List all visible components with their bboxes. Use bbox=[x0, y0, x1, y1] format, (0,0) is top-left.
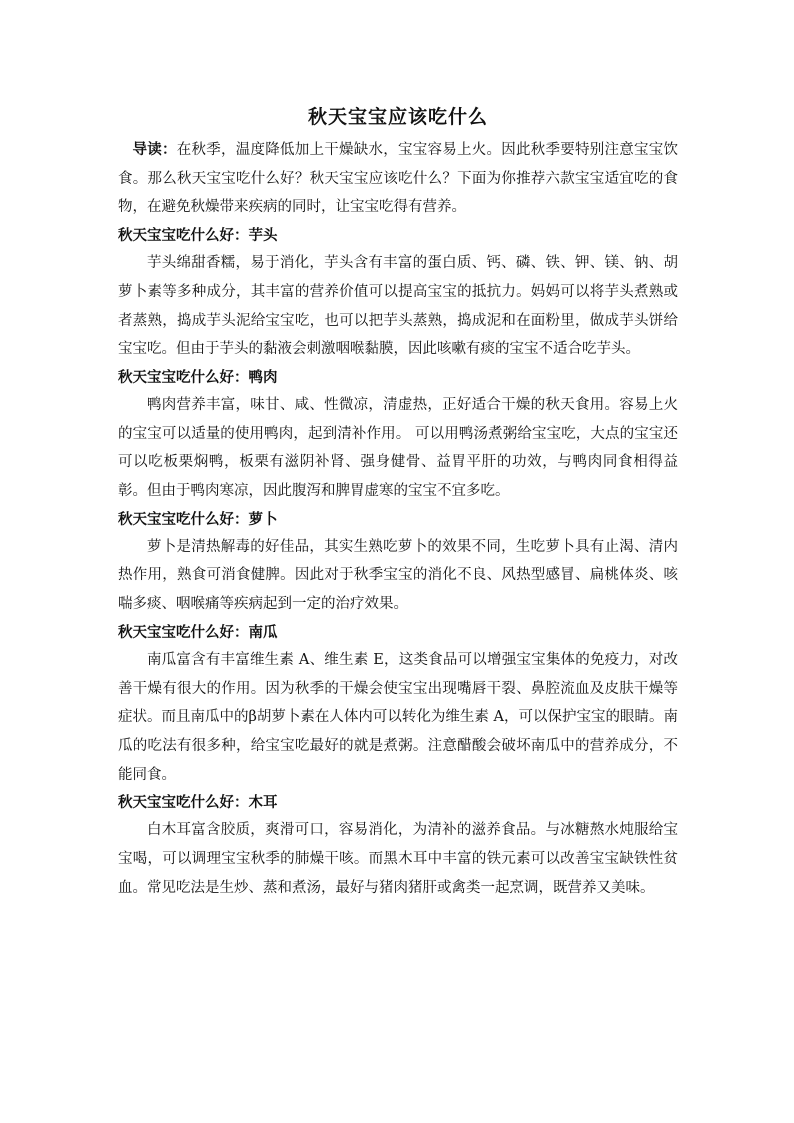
section-duck bbox=[118, 364, 678, 506]
section-body: 白木耳富含胶质，爽滑可口，容易消化，为清补的滋养食品。与冰糖熬水炖服给宝宝喝，可以调理宝宝秋季的肺燥干咳。而黑木耳中丰富的铁元素可以改善宝宝缺铁性贫血。常见吃法是生炒、蒸和煮汤，最好与猪肉猪肝或禽类一起烹调，既营养又美味。 bbox=[118, 822, 678, 896]
section-heading: 秋天宝宝吃什么好：芋头 bbox=[118, 227, 278, 245]
section-body: 南瓜富含有丰富维生素 A、维生素 E，这类食品可以增强宝宝集体的免疫力，对改善干燥有很大的作用。因为秋季的干燥会使宝宝出现嘴唇干裂、鼻腔流血及皮肤干燥等症状。而且南瓜中的β胡萝卜素在人体内可以转化为维生素 A，可以保护宝宝的眼睛。南瓜的吃法有很多种，给宝宝吃最好的就是煮粥。注意醋酸会破坏南瓜中的营养成分，不能同食。 bbox=[118, 651, 678, 783]
section-heading: 秋天宝宝吃什么好：木耳 bbox=[118, 794, 278, 812]
document-page bbox=[118, 104, 678, 902]
section-radish bbox=[118, 506, 678, 619]
section-body: 芋头绵甜香糯，易于消化，芋头含有丰富的蛋白质、钙、磷、铁、钾、镁、钠、胡萝卜素等多种成分，其丰富的营养价值可以提高宝宝的抵抗力。妈妈可以将芋头煮熟或者蒸熟，捣成芋头泥给宝宝吃，也可以把芋头蒸熟，捣成泥和在面粉里，做成芋头饼给宝宝吃。但由于芋头的黏液会刺激咽喉黏膜，因此咳嗽有痰的宝宝不适合吃芋头。 bbox=[118, 255, 678, 358]
document-title: 秋天宝宝应该吃什么 bbox=[307, 106, 488, 128]
section-body: 鸭肉营养丰富，味甘、咸、性微凉，清虚热，正好适合干燥的秋天食用。容易上火的宝宝可以适量的使用鸭肉，起到清补作用。 可以用鸭汤煮粥给宝宝吃，大点的宝宝还可以吃板栗焖鸭，板栗有滋阴补肾、强身健骨、益胃平肝的功效，与鸭肉同食相得益彰。但由于鸭肉寒凉，因此腹泻和脾胃虚寒的宝宝不宜多吃。 bbox=[118, 396, 678, 500]
section-fungus bbox=[118, 789, 678, 902]
intro-paragraph bbox=[118, 136, 678, 222]
intro-label: 导读： bbox=[132, 141, 177, 158]
intro-text: 在秋季，温度降低加上干燥缺水，宝宝容易上火。因此秋季要特别注意宝宝饮食。那么秋天宝宝吃什么好？秋天宝宝应该吃什么？下面为你推荐六款宝宝适宜吃的食物，在避免秋燥带来疾病的同时，让宝宝吃得有营养。 bbox=[118, 142, 678, 216]
section-taro bbox=[118, 222, 678, 364]
section-heading: 秋天宝宝吃什么好：鸭肉 bbox=[118, 368, 278, 386]
section-body: 萝卜是清热解毒的好佳品，其实生熟吃萝卜的效果不同，生吃萝卜具有止渴、清内热作用，熟食可消食健脾。因此对于秋季宝宝的消化不良、风热型感冒、扁桃体炎、咳喘多痰、咽喉痛等疾病起到一定的治疗效果。 bbox=[118, 538, 678, 613]
section-pumpkin bbox=[118, 619, 678, 790]
section-heading: 秋天宝宝吃什么好：南瓜 bbox=[118, 623, 278, 641]
section-heading: 秋天宝宝吃什么好：萝卜 bbox=[118, 510, 278, 528]
